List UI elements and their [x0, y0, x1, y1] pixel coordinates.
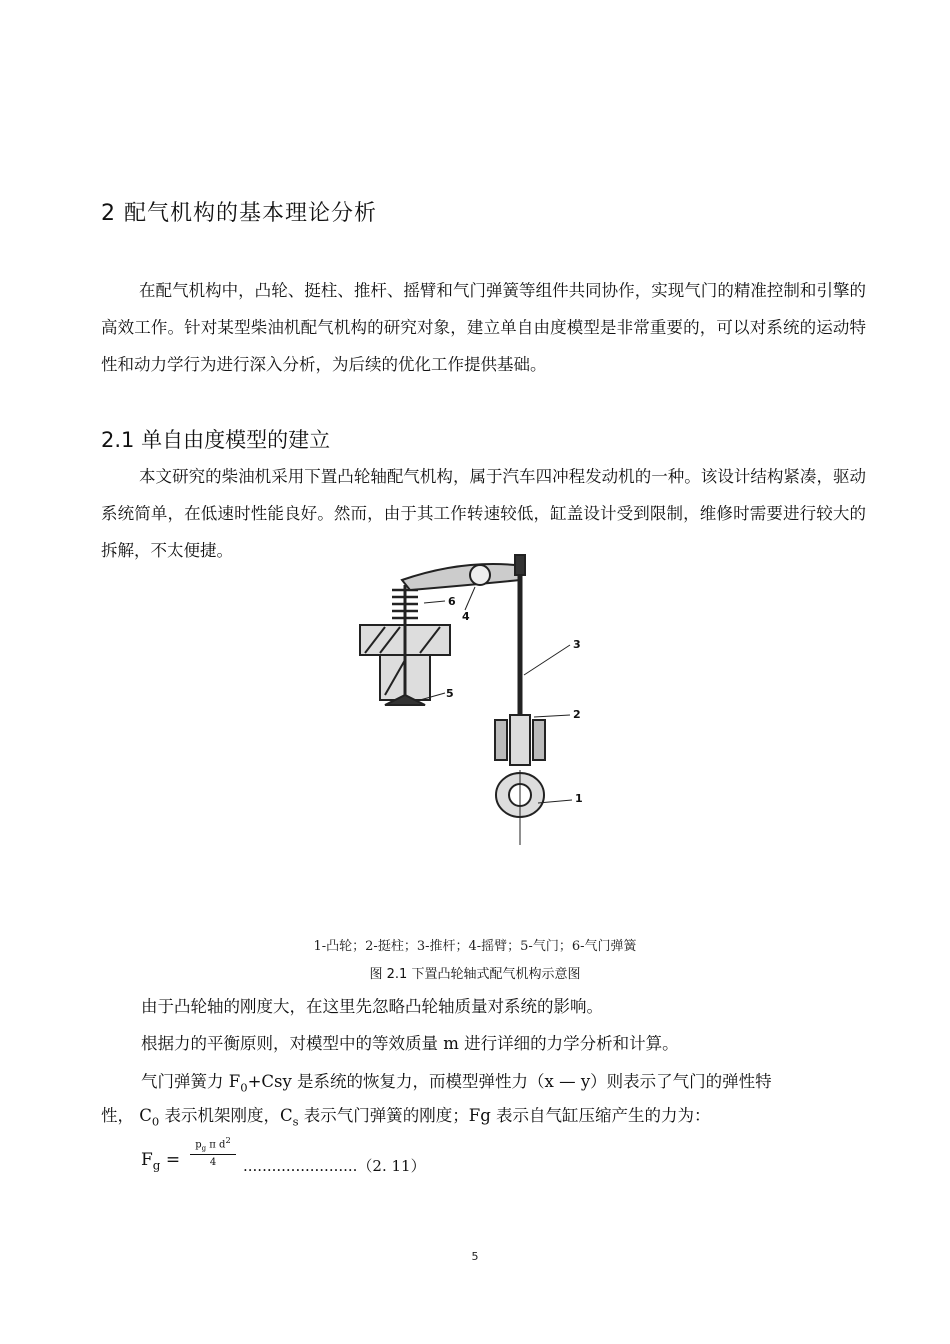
formula-denominator: 4 [209, 1157, 217, 1169]
formula-lhs: $F_g$ = [141, 1150, 181, 1173]
subsection-paragraph: 本文研究的柴油机采用下置凸轮轴配气机构，属于汽车四冲程发动机的一种。该设计结构紧凑，驱动系统简单，在低速时性能良好。然而，由于其工作转速较低，缸盖设计受到限制，维修时需要进行较大的拆解，不太便捷。 [101, 467, 866, 560]
page-number: 5 [471, 1250, 479, 1263]
figure-label-5: 5 [446, 687, 454, 700]
valve-mechanism-diagram [340, 545, 660, 865]
formula-number: ........................（2. 11） [243, 1157, 426, 1175]
intro-paragraph: 在配气机构中，凸轮、挺柱、推杆、摇臂和气门弹簧等组件共同协作，实现气门的精准控制和引擎的高效工作。针对某型柴油机配气机构的研究对象，建立单自由度模型是非常重要的，可以对系统的运动特性和动力学行为进行深入分析，为后续的优化工作提供基础。 [101, 281, 866, 374]
body-line-4: 性， $C_0$ 表示机架刚度，$C_s$ 表示气门弹簧的刚度；Fg 表示自气缸压缩产生的力为： [101, 1106, 711, 1129]
rocker-arm [402, 564, 520, 590]
figure-label-6: 6 [448, 595, 456, 608]
adjusting-screw [515, 555, 525, 575]
body-line-1: 由于凸轮轴的刚度大，在这里先忽略凸轮轴质量对系统的影响。 [141, 997, 603, 1016]
cam [496, 770, 544, 845]
subsection-title: 2.1 单自由度模型的建立 [101, 428, 331, 452]
figure-caption: 图 2.1 下置凸轮轴式配气机构示意图 [369, 967, 581, 982]
figure-label-1: 1 [575, 792, 583, 805]
figure-label-3: 3 [573, 638, 581, 651]
body-line-2: 根据力的平衡原则，对模型中的等效质量 m 进行详细的力学分析和计算。 [141, 1034, 679, 1053]
figure-label-4: 4 [462, 610, 470, 623]
body-line-3: 气门弹簧力 $F_0+Csy$ 是系统的恢复力，而模型弹性力（x — y）则表示了气门的弹性特 [141, 1072, 772, 1095]
figure-label-2: 2 [573, 708, 581, 721]
tappet [495, 715, 545, 765]
section-title: 2 配气机构的基本理论分析 [101, 201, 377, 226]
formula-numerator: $p_g$ π $d^2$ [190, 1135, 236, 1155]
figure-legend: 1-凸轮；2-挺柱；3-推杆；4-摇臂；5-气门；6-气门弹簧 [313, 939, 637, 954]
formula-fraction [190, 1135, 236, 1168]
